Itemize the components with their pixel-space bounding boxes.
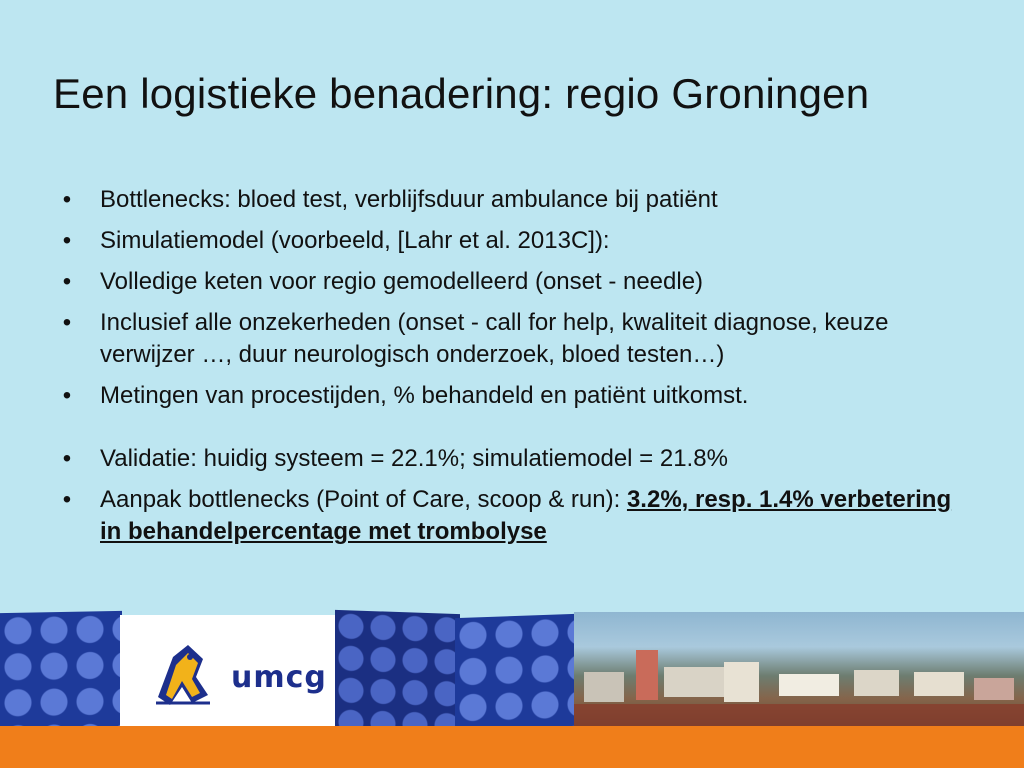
pattern-tile — [335, 610, 460, 732]
bullet-item — [57, 443, 977, 475]
bullet-emphasis: 3.2%, resp. 1.4% verbetering in behandelpercentage met trombolyse — [100, 486, 952, 545]
bullet-text: Aanpak bottlenecks (Point of Care, scoop & run): — [100, 486, 627, 513]
footer-orange-bar — [0, 726, 1024, 768]
frog-logo-icon — [148, 637, 218, 712]
bullet-text: Validatie: huidig systeem = 22.1%; simulatiemodel = 21.8% — [100, 445, 728, 472]
bullet-dot: • — [62, 227, 72, 254]
logo-text: umcg — [231, 660, 327, 695]
bullet-dot: • — [62, 186, 72, 213]
bullet-text: Volledige keten voor regio gemodelleerd (onset - needle) — [100, 268, 704, 295]
bullet-item — [57, 225, 977, 257]
bullet-item — [57, 380, 977, 412]
bullet-dot: • — [62, 382, 72, 409]
bullet-dot: • — [62, 486, 72, 513]
bullet-dot: • — [62, 445, 72, 472]
bullet-text: Metingen van procestijden, % behandeld en patiënt uitkomst. — [100, 382, 749, 409]
bullet-text: Bottlenecks: bloed test, verblijfsduur ambulance bij patiënt — [100, 186, 718, 213]
slide-title: Een logistieke benadering: regio Groningen — [53, 70, 870, 118]
pattern-tile — [0, 611, 122, 731]
bullet-item — [57, 184, 977, 216]
groningen-skyline-photo — [574, 612, 1024, 728]
bullet-text: Simulatiemodel (voorbeeld, [Lahr et al. 2013C]): — [100, 227, 610, 254]
pattern-tile — [455, 614, 575, 730]
bullet-dot: • — [62, 268, 72, 295]
bullet-item — [57, 484, 977, 548]
bullet-dot: • — [62, 309, 72, 336]
bullet-item — [57, 266, 977, 298]
bullet-list — [57, 184, 977, 557]
bullet-item — [57, 307, 977, 371]
bullet-text: Inclusief alle onzekerheden (onset - call for help, kwaliteit diagnose, keuze verwijzer …, duur neurologisch onderzoek, bloed testen…) — [100, 309, 889, 368]
